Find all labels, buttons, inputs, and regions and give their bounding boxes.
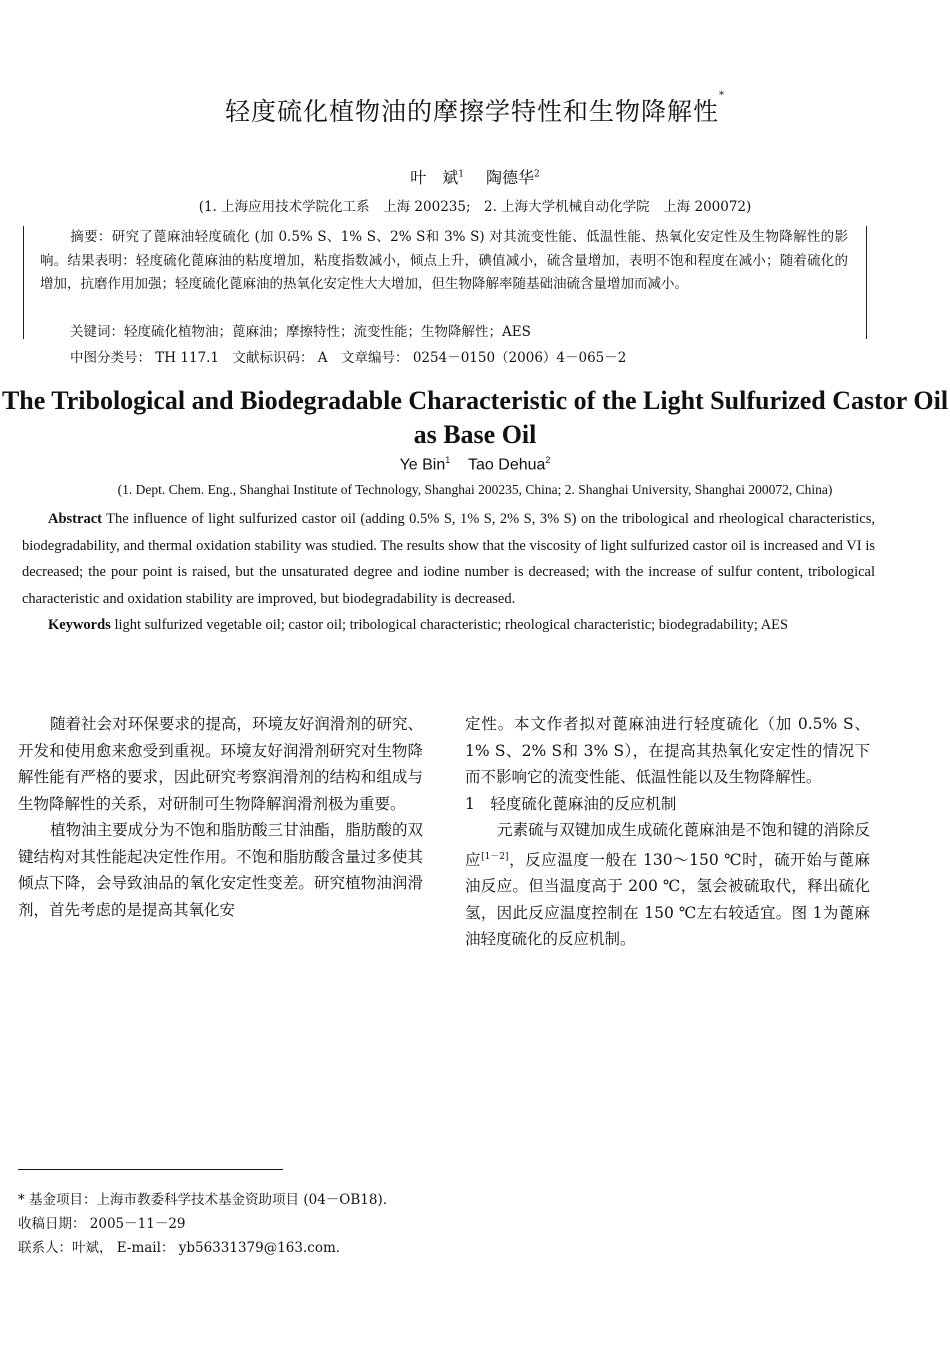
paper-title-en: The Tribological and Biodegradable Characteristic of the Light Sulfurized Castor Oil as Base Oil (1, 386, 949, 449)
paragraph: 定性。本文作者拟对蓖麻油进行轻度硫化（加 0.5% S、1% S、2% S和 3% S），在提高其热氧化安定性的情况下而不影响它的流变性能、低温性能以及生物降解性。 (465, 715, 870, 786)
keywords-en: light sulfurized vegetable oil; castor oil; tribological characteristic; rheological characteristic; biodegradability; AES (114, 617, 789, 633)
affiliation-cn: (1. 上海应用技术学院化工系 上海 200235; 2. 上海大学机械自动化学院 上海 200072) (198, 199, 752, 215)
footnote-received: 收稿日期： 2005－11－29 (18, 1216, 186, 1232)
affiliation-en: (1. Dept. Chem. Eng., Shanghai Institute of Technology, Shanghai 200235, China; 2. Shanghai University, Shanghai 200072, China) (117, 482, 833, 497)
classification-cn: 中图分类号： TH 117.1 文献标识码： A 文章编号： 0254－0150（2006）4－065－2 (70, 350, 627, 366)
footnote-divider (18, 1169, 283, 1170)
keywords-label: Keywords (48, 617, 111, 633)
body-column-right (465, 711, 870, 953)
title-footnote-mark: * (719, 90, 725, 101)
authors-cn: 叶 斌$^1$ 陶德华$^2$ (410, 168, 540, 187)
author-2-cn: 陶德华 (486, 168, 535, 187)
citation-ref: [1－2] (481, 851, 509, 862)
author-2-en: Tao Dehua (468, 456, 546, 474)
keywords-cn: 关键词：轻度硫化植物油；蓖麻油；摩擦特性；流变性能；生物降解性；AES (70, 324, 531, 340)
paragraph: 随着社会对环保要求的提高，环境友好润滑剂的研究、开发和使用愈来愈受到重视。环境友好润滑剂研究对生物降解性能有严格的要求，因此研究考察润滑剂的结构和组成与生物降解性的关系，对研制可生物降解润滑剂极为重要。 (18, 715, 423, 813)
paragraph: 植物油主要成分为不饱和脂肪酸三甘油酯，脂肪酸的双键结构对其性能起决定性作用。不饱和脂肪酸含量过多使其倾点下降，会导致油品的氧化安定性变差。研究植物油润滑剂，首先考虑的是提高其氧化安 (18, 821, 423, 919)
paragraph: 元素硫与双键加成生成硫化蓖麻油是不饱和键的消除反应[1－2]，反应温度一般在 130～150 ℃时，硫开始与蓖麻油反应。但当温度高于 200 ℃，氢会被硫取代，释出硫化氢，因此反应温度控制在 150 ℃左右较适宜。图 1为蓖麻油轻度硫化的反应机制。 (465, 821, 870, 949)
abstract-cn: 摘要：研究了蓖麻油轻度硫化 (加 0.5% S、1% S、2% S和 3% S) 对其流变性能、低温性能、热氧化安定性及生物降解性的影响。结果表明：轻度硫化蓖麻油的粘度增加，粘度指数减小，倾点上升，碘值减小，硫含量增加，表明不饱和程度在减小；随着硫化的增加，抗磨作用加强；轻度硫化蓖麻油的热氧化安定性大大增加，但生物降解率随基础油硫含量增加而减小。 (40, 229, 848, 292)
authors-en: Ye Bin$^1$ Tao Dehua$^2$ (399, 455, 551, 474)
section-heading: 1 轻度硫化蓖麻油的反应机制 (465, 794, 677, 813)
footnote-fund: * 基金项目：上海市教委科学技术基金资助项目 (04－OB18)． (18, 1192, 397, 1208)
body-column-left (18, 711, 423, 923)
author-1-cn: 叶 斌 (410, 168, 459, 187)
abstract-en: Abstract The influence of light sulfurized castor oil (adding 0.5% S, 1% S, 2% S, 3% S) on the tribological and rheological characteristics, biodegradability, and thermal oxidation stability was studied. The results show that the viscosity of light sulfurized castor oil is increased and VI is decreased; the pour point is raised, but the unsaturated degree and iodine number is decreased; with the increase of sulfur content, tribological characteristic and oxidation stability are improved, but biodegradability is decreased. Keywords light sulfurized vegetable oil; castor oil; tribological characteristic; rheological characteristic; biodegradability; AES (22, 511, 875, 633)
footnote-contact: 联系人：叶斌， E-mail： yb56331379@163.com． (18, 1240, 350, 1256)
author-1-en: Ye Bin (399, 456, 446, 474)
paper-title-cn: 轻度硫化植物油的摩擦学特性和生物降解性* (224, 90, 725, 126)
abstract-label: Abstract (48, 511, 102, 527)
